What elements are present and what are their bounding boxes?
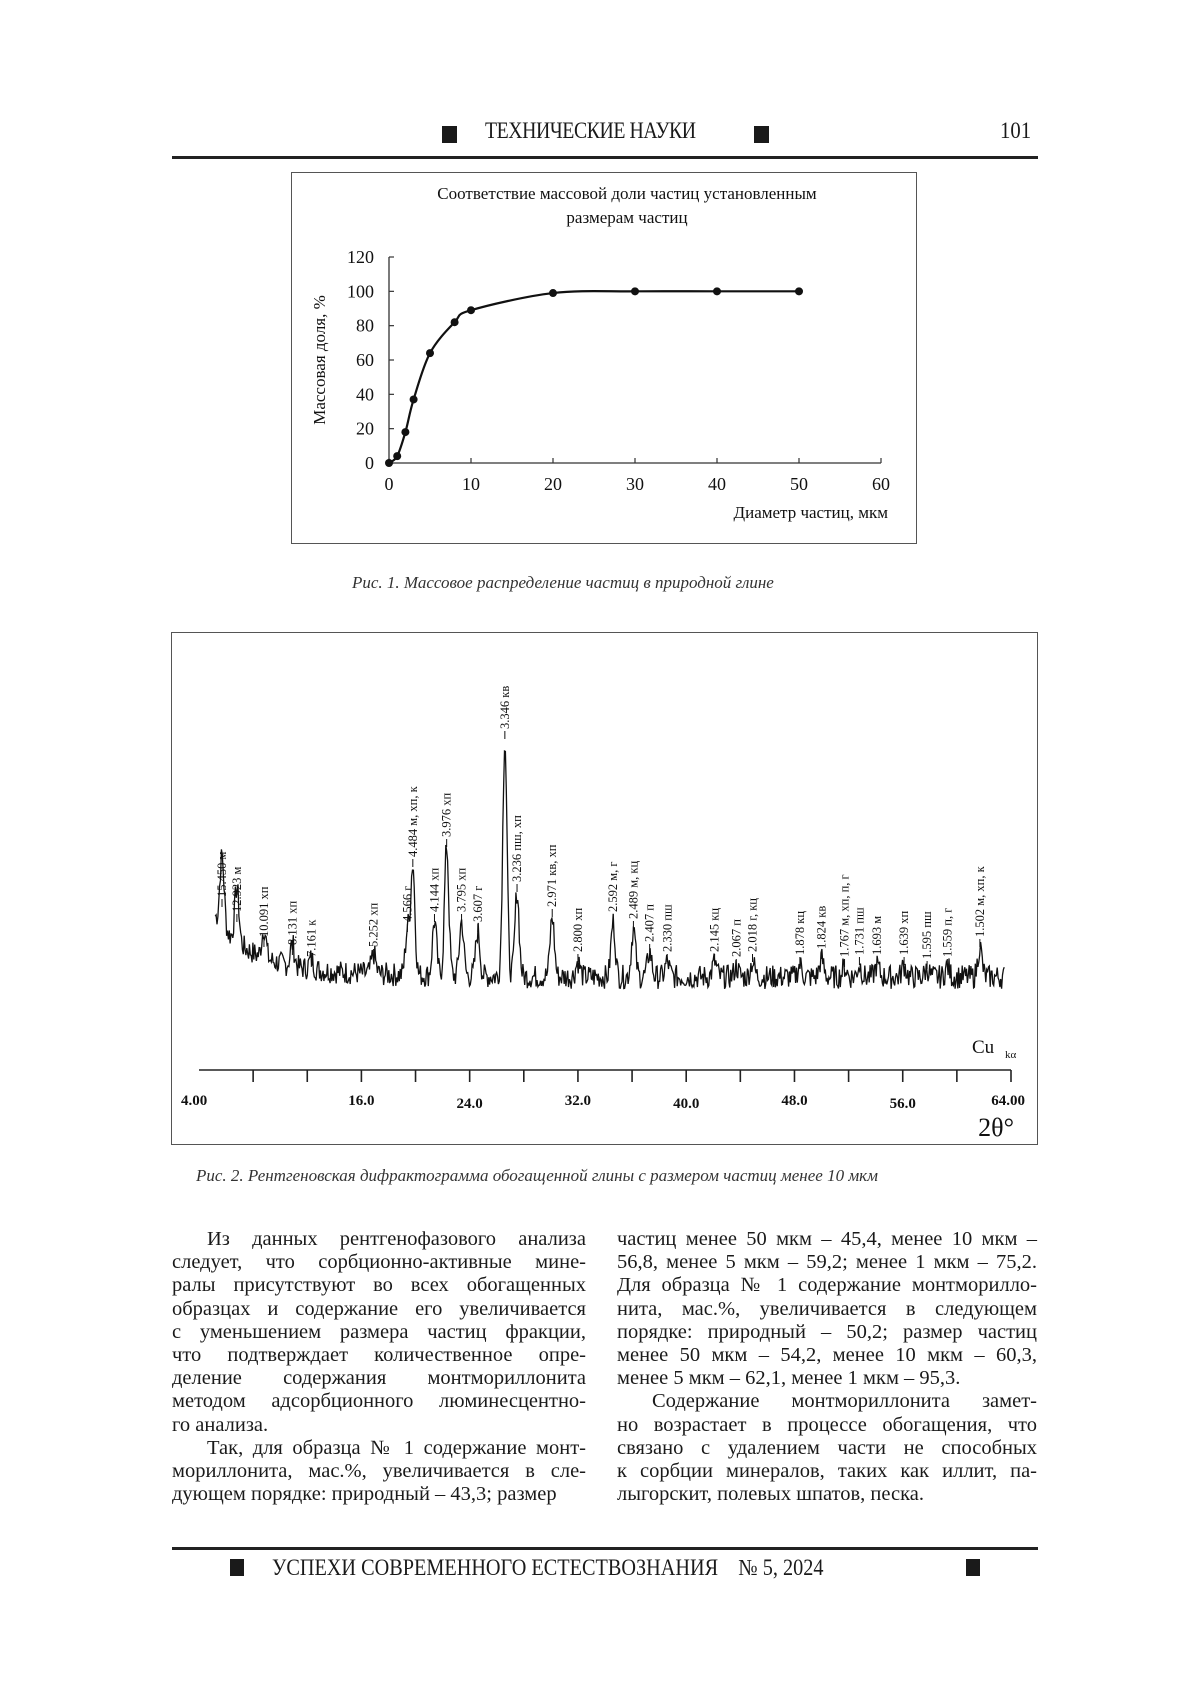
- figure-1-caption: Рис. 1. Массовое распределение частиц в природной глине: [352, 573, 774, 592]
- text-line: ралы присутствуют во всех обогащенных: [172, 1274, 586, 1297]
- text-line: Содержание монтмориллонита замет-: [652, 1390, 1037, 1413]
- peak-label: 3.236 пш, хп: [510, 815, 525, 882]
- data-point: [385, 459, 393, 467]
- peak-label: 2.330 пш: [660, 904, 675, 952]
- text-line: Из данных рентгенофазового анализа: [207, 1228, 586, 1250]
- x-axis-label: Диаметр частиц, мкм: [733, 503, 888, 522]
- x-tick-label: 30: [626, 474, 644, 494]
- peak-label: 2.592 м, г: [606, 861, 621, 912]
- paragraph: [172, 1437, 586, 1507]
- peak-label: 2.971 кв, хп: [545, 844, 560, 907]
- peak-label: 1.639 хп: [897, 910, 912, 955]
- header-rule: [172, 156, 1038, 159]
- text-line: образцах и содержание его увеличивается: [172, 1297, 586, 1320]
- peak-label: 2.018 г, кц: [745, 898, 760, 952]
- y-axis-label: Массовая доля, %: [310, 295, 329, 425]
- x-tick-label: 64.00: [991, 1093, 1025, 1109]
- xrd-diffractogram: [172, 633, 1036, 1143]
- peak-label: 7.161 к: [304, 919, 319, 957]
- two-theta-axis-label: 2θ°: [978, 1113, 1014, 1142]
- x-tick-label: 24.0: [456, 1096, 483, 1112]
- text-line: дующем порядке: природный – 43,3; размер: [172, 1483, 557, 1506]
- data-point: [467, 306, 475, 314]
- x-tick-label: 10: [462, 474, 480, 494]
- journal-name: УСПЕХИ СОВРЕМЕННОГО ЕСТЕСТВОЗНАНИЯ: [272, 1555, 719, 1580]
- peak-label: 1.595 пш: [920, 911, 935, 959]
- paragraph: [172, 1228, 586, 1437]
- peak-label: 3.976 хп: [439, 792, 454, 837]
- x-tick-label: 20: [544, 474, 562, 494]
- text-line: нита, мас.%, увеличивается в следующем: [617, 1297, 1037, 1320]
- footer-square-right-icon: [966, 1559, 980, 1576]
- data-point: [451, 318, 459, 326]
- data-point: [795, 287, 803, 295]
- series-line: [389, 291, 799, 463]
- footer-rule: [172, 1547, 1038, 1550]
- data-point: [426, 349, 434, 357]
- data-point: [549, 289, 557, 297]
- figure-1-frame: [291, 172, 917, 544]
- peak-label: 1.824 кв: [814, 905, 829, 949]
- figure-2-frame: [171, 632, 1038, 1145]
- text-line: Для образца № 1 содержание монтморилло-: [617, 1274, 1037, 1297]
- peak-label: 2.800 хп: [570, 907, 585, 952]
- paragraph: [617, 1390, 1037, 1506]
- data-point: [631, 287, 639, 295]
- peak-label: 3.346 кв: [497, 685, 512, 729]
- body-column-right: [617, 1228, 1037, 1506]
- footer-square-left-icon: [230, 1559, 244, 1576]
- y-tick-label: 100: [347, 281, 374, 302]
- data-point: [393, 452, 401, 460]
- peak-label: 2.067 п: [729, 919, 744, 957]
- y-tick-label: 40: [356, 384, 374, 405]
- header-square-right-icon: [754, 126, 769, 143]
- peak-label: 4.484 м, хп, к: [405, 786, 420, 857]
- radiation-label: Cu: [972, 1037, 995, 1058]
- text-line: что подтверждает количественное опре-: [172, 1344, 586, 1367]
- running-header: [0, 118, 1200, 152]
- peak-label: 4.144 хп: [427, 867, 442, 912]
- x-tick-label: 56.0: [889, 1096, 916, 1112]
- text-line: 56,8, менее 5 мкм – 59,2; менее 1 мкм – 75,2.: [617, 1251, 1037, 1274]
- figure-2-caption: Рис. 2. Рентгеновская дифрактограмма обогащенной глины с размером частиц менее 10 мкм: [196, 1166, 878, 1185]
- y-tick-label: 0: [365, 453, 374, 473]
- chart-title-line: размерам частиц: [566, 208, 688, 227]
- section-title: ТЕХНИЧЕСКИЕ НАУКИ: [485, 118, 696, 143]
- paragraph: [617, 1228, 1037, 1390]
- peak-label: 15.450 м: [215, 851, 230, 897]
- x-tick-label: 60: [872, 474, 890, 494]
- peak-label: 4.566 г: [400, 885, 415, 922]
- text-line: го анализа.: [172, 1413, 269, 1436]
- x-tick-label: 50: [790, 474, 808, 494]
- text-line: лыгорскит, полевых шпатов, песка.: [617, 1483, 924, 1506]
- text-line: с уменьшением размера частиц фракции,: [172, 1320, 586, 1343]
- x-tick-label: 16.0: [348, 1093, 375, 1109]
- peak-label: 1.693 м: [870, 915, 885, 955]
- peak-label: 5.252 хп: [366, 902, 381, 947]
- data-point: [410, 395, 418, 403]
- text-line: связано с удалением части не способных: [617, 1436, 1037, 1459]
- header-square-left-icon: [442, 126, 457, 143]
- mass-distribution-chart: [292, 173, 915, 542]
- text-line: менее 50 мкм – 54,2, менее 10 мкм – 60,3,: [617, 1344, 1037, 1367]
- y-tick-label: 80: [356, 315, 374, 336]
- journal-title: [272, 1555, 823, 1581]
- text-line: Так, для образца № 1 содержание монт-: [207, 1436, 586, 1459]
- peak-label: 1.731 пш: [852, 907, 867, 955]
- text-line: методом адсорбционного люминесцентно-: [172, 1390, 586, 1413]
- text-line: следует, что сорбционно-активные мине-: [172, 1251, 586, 1274]
- running-footer: [0, 1555, 1200, 1585]
- page-number: 101: [1000, 118, 1032, 143]
- y-tick-label: 20: [356, 418, 374, 439]
- peak-label: 8.131 хп: [285, 900, 300, 945]
- peak-label: 2.407 п: [642, 904, 657, 942]
- body-column-left: [172, 1228, 586, 1506]
- chart-title-line: Соответствие массовой доли частиц установленным: [437, 184, 817, 203]
- peak-label: 1.878 кц: [792, 910, 807, 955]
- peak-label: 12.923 м: [229, 866, 244, 912]
- text-line: но возрастает в процессе обогащения, что: [617, 1413, 1037, 1436]
- x-tick-label: 32.0: [564, 1093, 592, 1109]
- text-line: менее 5 мкм – 62,1, менее 1 мкм – 95,3.: [617, 1367, 961, 1390]
- peak-label: 2.145 кц: [707, 907, 722, 952]
- journal-issue: № 5, 2024: [738, 1555, 824, 1580]
- x-tick-label: 40: [708, 474, 726, 494]
- peak-label: 1.502 м, хп, к: [972, 866, 987, 937]
- peak-label: 3.607 г: [470, 885, 485, 922]
- peak-label: 2.489 м, кц: [626, 860, 641, 919]
- text-line: к сорбции минералов, таких как иллит, па-: [617, 1460, 1037, 1483]
- text-line: частиц менее 50 мкм – 45,4, менее 10 мкм –: [617, 1228, 1037, 1250]
- peak-label: 10.091 хп: [256, 886, 271, 937]
- x-tick-label: 4.00: [181, 1093, 208, 1109]
- data-point: [713, 287, 721, 295]
- text-line: мориллонита, мас.%, увеличивается в сле-: [172, 1460, 586, 1483]
- radiation-subscript: kα: [1005, 1049, 1017, 1061]
- x-tick-label: 0: [384, 474, 394, 494]
- peak-label: 1.559 п, г: [940, 907, 955, 957]
- text-line: порядке: природный – 50,2; размер частиц: [617, 1320, 1037, 1343]
- y-tick-label: 60: [356, 350, 374, 370]
- y-tick-label: 120: [347, 247, 374, 267]
- text-line: деление содержания монтмориллонита: [172, 1367, 586, 1390]
- peak-label: 3.795 хп: [454, 867, 469, 912]
- peak-label: 1.767 м, хп, п, г: [837, 874, 852, 957]
- x-tick-label: 48.0: [781, 1093, 808, 1109]
- x-tick-label: 40.0: [673, 1096, 700, 1112]
- data-point: [401, 428, 409, 436]
